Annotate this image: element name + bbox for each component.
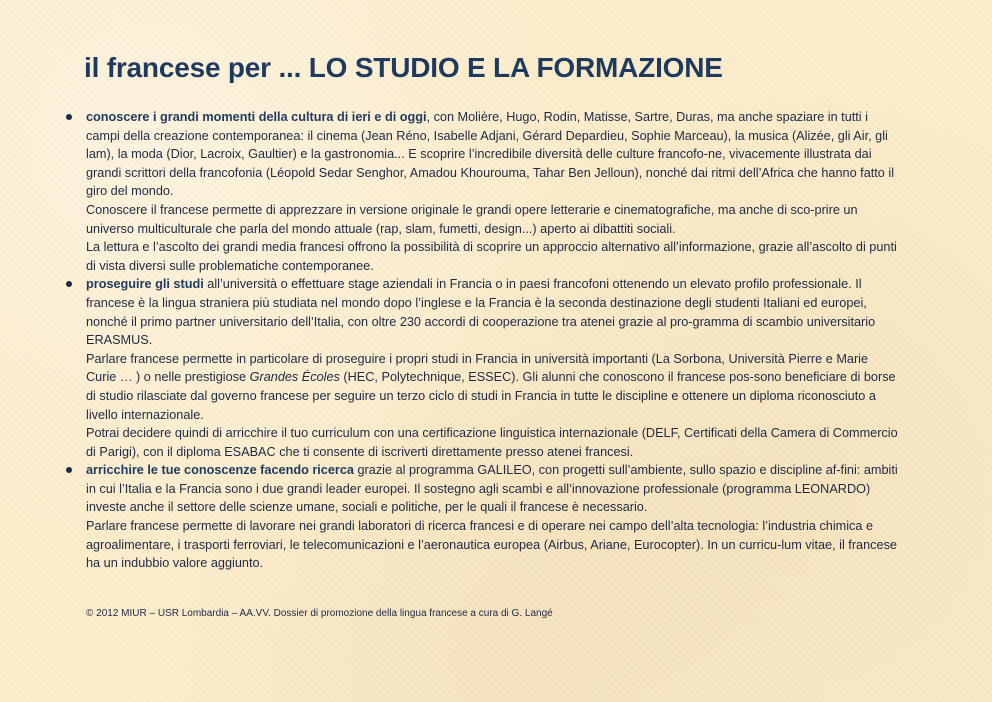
bullet-icon bbox=[66, 281, 72, 287]
bullet-item-research bbox=[62, 461, 900, 573]
bullet-lead: conoscere i grandi momenti della cultura di ieri e di oggi bbox=[86, 110, 427, 124]
bullet-text: grazie al programma GALILEO, con progetti sull’ambiente, sullo spazio e discipline af-fini: ambiti in cui l’Italia e la Francia sono i due grandi leader europei. Il sostegno agli scambi e all’innovazione professionale (programma LEONARDO) investe anche il settore delle scienze umane, sociali e politiche, per le quali il francese è necessario. bbox=[86, 463, 898, 515]
bullet-paragraph bbox=[86, 275, 900, 349]
bullet-text: all’università o effettuare stage aziendali in Francia o in paesi francofoni ottenendo un elevato profilo professionale. Il francese è la lingua straniera più studiata nel mondo dopo l’inglese e la Francia è la seconda destinazione degli studenti Italiani ed europei, nonché il primo partner universitario dell’Italia, con oltre 230 accordi di cooperazione tra atenei grazie al pro-gramma di scambio universitario ERASMUS. bbox=[86, 277, 876, 348]
bullet-lead: proseguire gli studi bbox=[86, 277, 204, 292]
footer-credit: © 2012 MIUR – USR Lombardia – AA.VV. Dossier di promozione della lingua francese a cura di G. Langé bbox=[86, 608, 553, 619]
bullet-paragraph: Conoscere il francese permette di apprezzare in versione originale le grandi opere letterarie e cinematografiche, ma anche di sco-prire un universo multiculturale che parla del mondo attuale (rap, slam, fumetti, design...) aperto ai dibattiti sociali. bbox=[86, 202, 858, 236]
bullet-paragraph bbox=[86, 350, 900, 424]
bullet-lead: arricchire le tue conoscenze facendo ricerca bbox=[86, 463, 354, 478]
bullet-paragraph: Parlare francese permette di lavorare nei grandi laboratori di ricerca francesi e di operare nei campo dell’alta tecnologia: l’industria chimica e agroalimentare, i trasporti ferroviari, le telecomunicazioni e l’aeronautica europea (Airbus, Ariane, Eurocopter). In un curricu-lum vitae, il francese ha un indubbio valore aggiunto. bbox=[86, 519, 897, 571]
bullet-icon bbox=[66, 467, 72, 473]
bullet-paragraph: Potrai decidere quindi di arricchire il tuo curriculum con una certificazione linguistica internazionale (DELF, Certificati della Camera di Commercio di Parigi), con il diploma ESABAC che ti consente di iscriverti direttamente presso atenei francesi. bbox=[86, 426, 898, 459]
bullet-paragraph: La lettura e l’ascolto dei grandi media francesi offrono la possibilità di scoprire un approccio alternativo all’informazione, grazie all’ascolto di punti di vista diversi sulle problematiche contemporanee. bbox=[86, 240, 897, 273]
bullet-list bbox=[62, 108, 900, 573]
page-title: il francese per ... LO STUDIO E LA FORMAZIONE bbox=[84, 52, 723, 83]
bullet-text: , con Molière, Hugo, Rodin, Matisse, Sartre, Duras, ma anche spaziare in tutti i campi della creazione contemporanea: il cinema (Jean Réno, Isabelle Adjani, Gérard Depardieu, Sophie Marceau), la musica (Alizée, gli Air, gli lam), la moda (Dior, Lacroix, Gaultier) e la gastronomia... E scoprire l’incredibile diversità delle culture francofo-ne, vivacemente illustrata dai grandi scrittori della francofonia (Léopold Sedar Senghor, Amadou Khourouma, Tahar Ben Jelloun), nonché dai ritmi dell’Africa che hanno fatto il giro del mondo. bbox=[86, 110, 895, 199]
italic-text: Grandes Écoles bbox=[249, 370, 340, 385]
bullet-paragraph bbox=[86, 461, 900, 517]
bullet-paragraph bbox=[86, 108, 900, 201]
bullet-item-studies bbox=[62, 275, 900, 461]
bullet-text: (HEC, Polytechnique, ESSEC). Gli alunni che conoscono il francese pos-sono beneficiare di borse di studio rilasciate dal governo francese per seguire un terzo ciclo di studi in Francia in tutte le discipline e ottenere un diploma riconosciuto a livello internazionale. bbox=[86, 370, 896, 422]
bullet-item-culture bbox=[62, 108, 900, 275]
bullet-icon bbox=[66, 114, 72, 120]
bullet-text: Parlare francese permette in particolare di proseguire i propri studi in Francia in università importanti (La Sorbona, Università Pierre e Marie Curie … ) o nelle prestigiose bbox=[86, 351, 869, 385]
